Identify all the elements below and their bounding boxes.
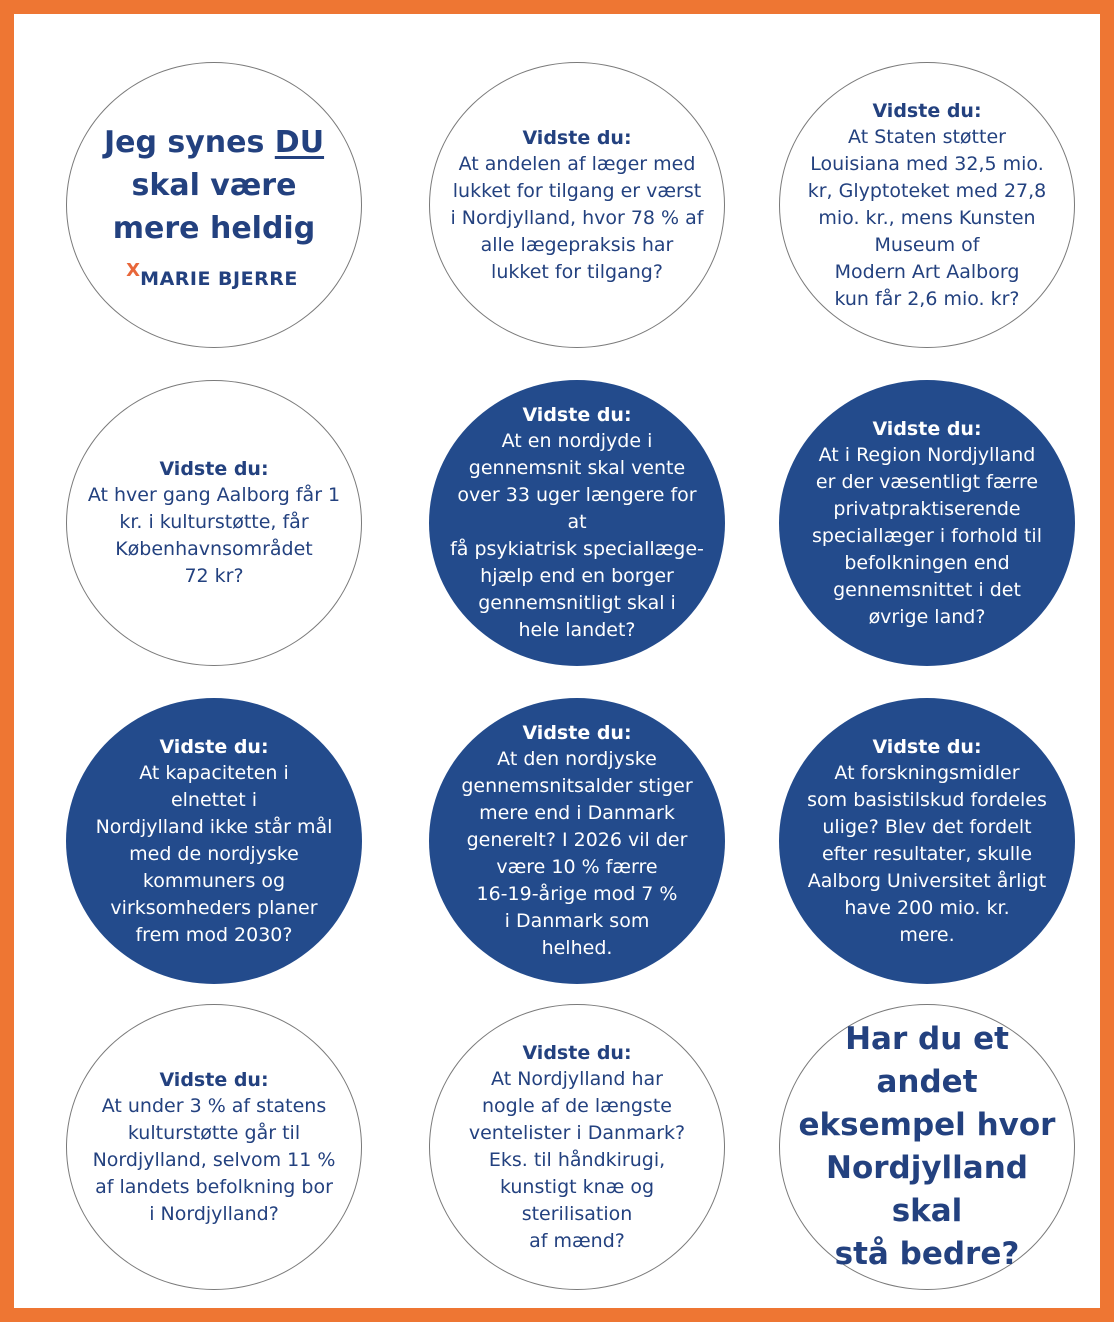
circle-fact-elnet — [66, 698, 362, 984]
fact-text: At andelen af læger med lukket for tilgang er værst i Nordjylland, hvor 78 % af alle lægepraksis har lukket for tilgang? — [450, 152, 704, 283]
fact-heading: Vidste du: — [872, 735, 982, 758]
circle-fact-kunststoette — [779, 62, 1075, 348]
circle-fact-statens-kulturstoette — [66, 1004, 362, 1290]
circle-fact-gennemsnitsalder — [429, 698, 725, 984]
circle-fact-psykiatri — [429, 380, 725, 666]
fact-heading: Vidste du: — [159, 1068, 269, 1091]
fact-heading: Vidste du: — [522, 1041, 632, 1064]
fact-heading: Vidste du: — [522, 722, 632, 744]
fact-text: At i Region Nordjylland er der væsentligt færre privatpraktiserende speciallæger i forhold til befolkningen end gennemsnittet i det øvrige land? — [812, 443, 1042, 628]
fact-heading: Vidste du: — [872, 99, 982, 122]
circle-fact-laeger — [429, 62, 725, 348]
slogan-du: DU — [274, 124, 325, 160]
question-text: Har du et andet eksempel hvor Nordjylland skal stå bedre? — [798, 1021, 1056, 1272]
fact-text: At kapaciteten i elnettet i Nordjylland ikke står mål med de nordjyske kommuners og virksomheders planer frem mod 2030? — [95, 761, 333, 946]
circle-fact-ventelister — [429, 1004, 725, 1290]
brand-label: MARIE BJERRE — [140, 267, 298, 290]
fact-text: At Staten støtter Louisiana med 32,5 mio. kr, Glyptoteket med 27,8 mio. kr., mens Kunsten Museum of Modern Art Aalborg kun får 2,6 mio. kr? — [807, 125, 1047, 310]
circle-fact-speciallaeger — [779, 380, 1075, 666]
circle-question — [779, 1004, 1075, 1290]
circle-slogan — [66, 62, 362, 348]
fact-text: At forskningsmidler som basistilskud fordeles ulige? Blev det fordelt efter resultater, skulle Aalborg Universitet årligt have 200 mio. kr. mere. — [807, 761, 1047, 946]
fact-heading: Vidste du: — [522, 404, 632, 426]
fact-heading: Vidste du: — [872, 417, 982, 440]
circle-fact-forskningsmidler — [779, 698, 1075, 984]
circle-fact-kulturstoette — [66, 380, 362, 666]
slogan-part1: Jeg synes — [103, 124, 275, 160]
fact-text: At hver gang Aalborg får 1 kr. i kulturstøtte, får Københavnsområdet 72 kr? — [87, 484, 341, 587]
slogan-part2: skal være mere heldig — [112, 167, 316, 246]
slogan-text — [85, 121, 343, 250]
brand-x-mark: X — [126, 259, 141, 281]
fact-heading: Vidste du: — [522, 126, 632, 149]
brand-name — [126, 259, 298, 290]
fact-heading: Vidste du: — [159, 735, 269, 758]
fact-text: At Nordjylland har nogle af de længste ventelister i Danmark? Eks. til håndkirugi, kunstigt knæ og sterilisation af mænd? — [468, 1067, 686, 1252]
fact-text: At under 3 % af statens kulturstøtte går til Nordjylland, selvom 11 % af landets befolkning bor i Nordjylland? — [92, 1094, 336, 1225]
fact-text: At den nordjyske gennemsnitsalder stiger mere end i Danmark generelt? I 2026 vil der være 10 % færre 16-19-årige mod 7 % i Danmark som helhed. — [461, 748, 693, 959]
fact-text: At en nordjyde i gennemsnit skal vente over 33 uger længere for at få psykiatrisk speciallæge- hjælp end en borger gennemsnitligt skal i hele landet? — [450, 430, 704, 641]
fact-heading: Vidste du: — [159, 458, 269, 480]
